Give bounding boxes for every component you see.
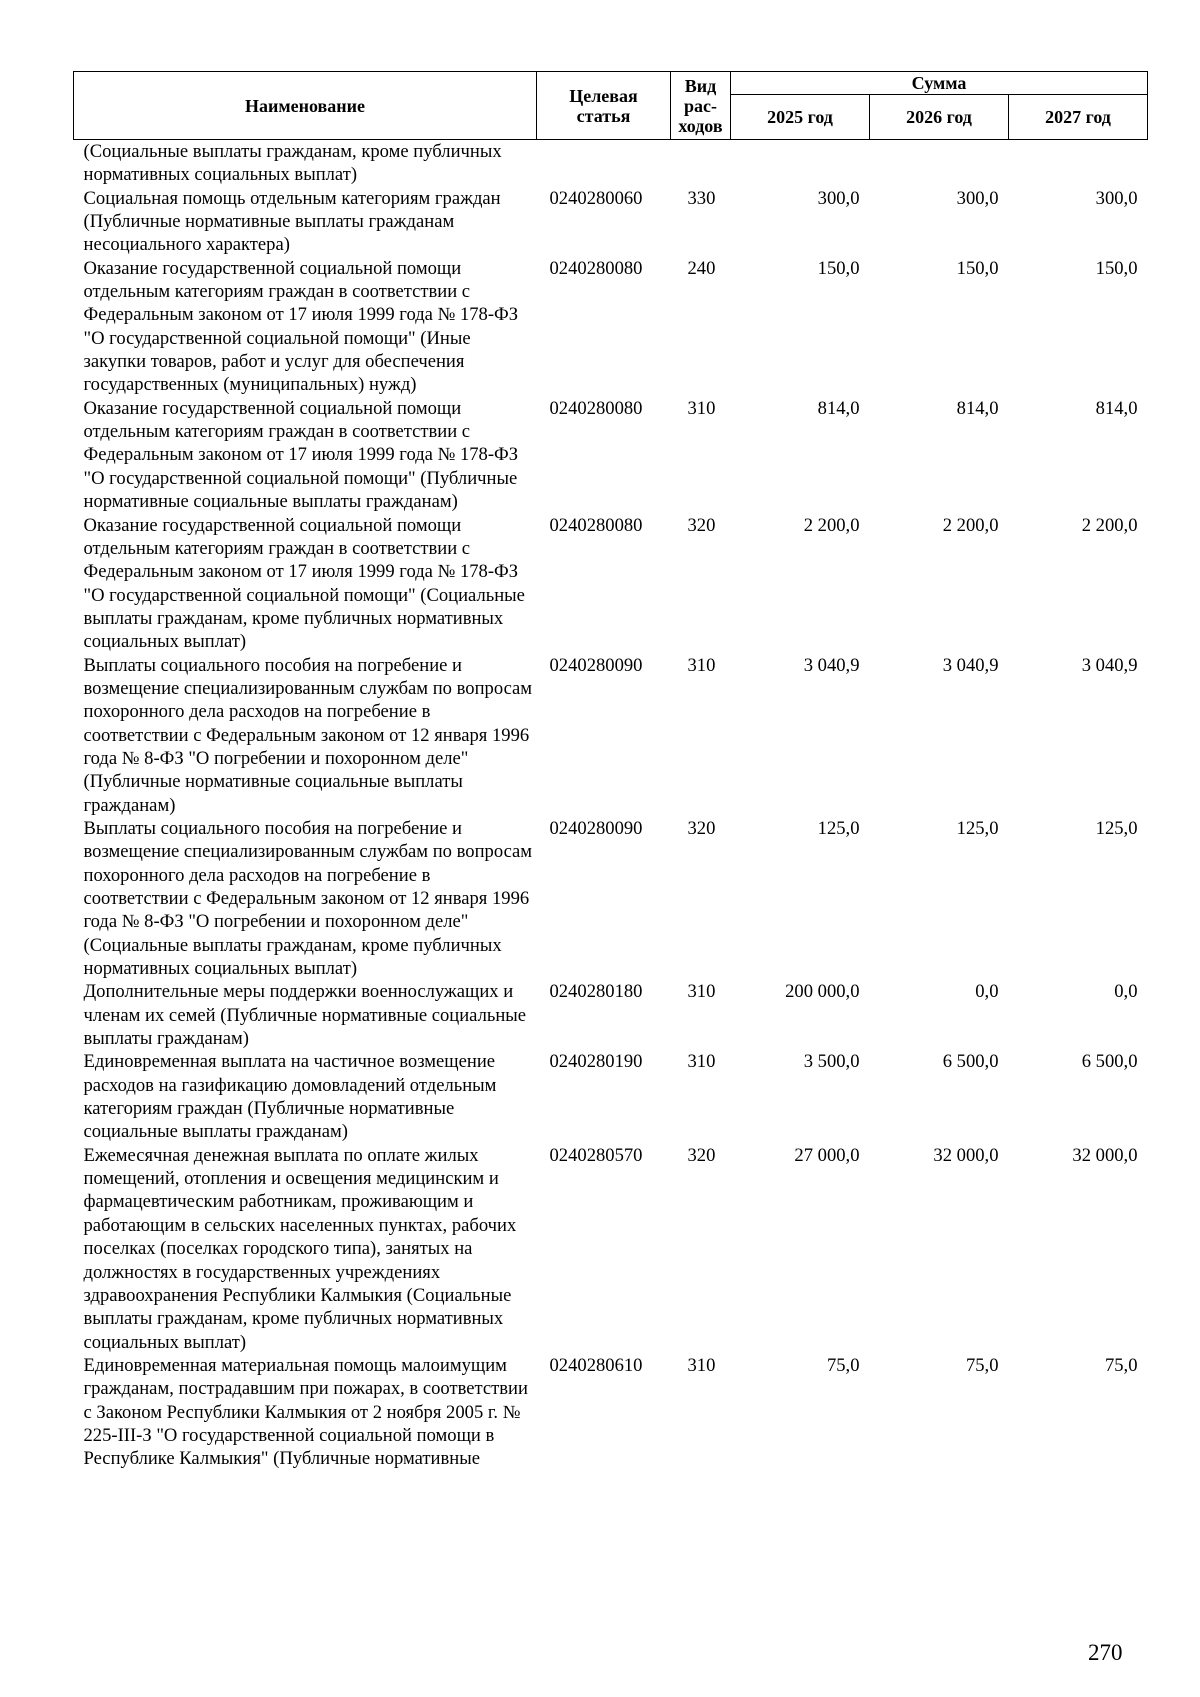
row-value-2027: 814,0 bbox=[1095, 397, 1138, 419]
row-name: Единовременная материальная помощь малоимущим гражданам, пострадавшим при пожарах, в соответствии с Законом Республики Калмыкия от 2 ноября 2005 г. № 225-III-З "О государственной социальной помощи в Республике Калмыкия" (Публичные нормативные bbox=[83, 1354, 528, 1470]
table-row bbox=[74, 514, 1148, 654]
header-year-2026: 2026 год bbox=[870, 95, 1009, 140]
table-row bbox=[74, 1144, 1148, 1354]
row-value-2026: 300,0 bbox=[956, 187, 999, 209]
row-name: Выплаты социального пособия на погребение и возмещение специализированным службам по вопросам похоронного дела расходов на погребение в соответствии с Федеральным законом от 12 января 1996 года № 8-ФЗ "О погребении и похоронном деле" (Социальные выплаты гражданам, кроме публичных нормативных социальных выплат) bbox=[83, 817, 533, 980]
row-code: 0240280190 bbox=[549, 1051, 643, 1073]
row-code: 0240280060 bbox=[549, 187, 643, 209]
row-code: 0240280180 bbox=[549, 981, 643, 1003]
row-value-2025: 125,0 bbox=[817, 817, 860, 839]
row-value-2025: 200 000,0 bbox=[785, 981, 860, 1003]
row-value-2025: 3 500,0 bbox=[803, 1051, 860, 1073]
row-kind: 320 bbox=[687, 514, 716, 536]
row-value-2027: 0,0 bbox=[1114, 981, 1138, 1003]
page-number: 270 bbox=[1088, 1640, 1123, 1665]
row-name: Социальная помощь отдельным категориям граждан (Публичные нормативные выплаты гражданам несоциального характера) bbox=[83, 187, 501, 256]
row-value-2025: 3 040,9 bbox=[803, 654, 860, 676]
row-name: Единовременная выплата на частичное возмещение расходов на газификацию домовладений отдельным категориям граждан (Публичные нормативные социальные выплаты гражданам) bbox=[83, 1051, 497, 1143]
table-row bbox=[74, 980, 1148, 1050]
row-value-2027: 150,0 bbox=[1095, 257, 1138, 279]
row-code: 0240280080 bbox=[549, 514, 643, 536]
table-body bbox=[74, 140, 1148, 1471]
row-value-2026: 0,0 bbox=[975, 981, 999, 1003]
row-value-2026 bbox=[870, 140, 1009, 187]
table-header bbox=[74, 72, 1148, 140]
table-row bbox=[74, 1354, 1148, 1471]
row-name: Ежемесячная денежная выплата по оплате жилых помещений, отопления и освещения медицинским и фармацевтическим работникам, проживающим и работающим в сельских населенных пунктах, рабочих поселках (поселках городского типа), занятых на должностях в государственных учреждениях здравоохранения Республики Калмыкия (Социальные выплаты гражданам, кроме публичных нормативных социальных выплат) bbox=[83, 1144, 517, 1353]
row-value-2025: 2 200,0 bbox=[803, 514, 860, 536]
header-sum: Сумма bbox=[731, 72, 1148, 95]
row-code: 0240280090 bbox=[549, 817, 643, 839]
row-value-2026: 32 000,0 bbox=[933, 1144, 999, 1166]
row-value-2027: 75,0 bbox=[1104, 1354, 1138, 1376]
row-kind: 330 bbox=[687, 187, 716, 209]
row-value-2025: 814,0 bbox=[817, 397, 860, 419]
row-code: 0240280570 bbox=[549, 1144, 643, 1166]
row-value-2026: 6 500,0 bbox=[942, 1051, 999, 1073]
row-value-2027: 125,0 bbox=[1095, 817, 1138, 839]
budget-table bbox=[73, 71, 1148, 1471]
row-value-2027: 300,0 bbox=[1095, 187, 1138, 209]
row-value-2025 bbox=[731, 140, 870, 187]
table-row bbox=[74, 817, 1148, 980]
row-code: 0240280090 bbox=[549, 654, 643, 676]
row-value-2027 bbox=[1009, 140, 1148, 187]
table-row bbox=[74, 397, 1148, 514]
header-year-2025: 2025 год bbox=[731, 95, 870, 140]
row-value-2027: 32 000,0 bbox=[1072, 1144, 1138, 1166]
row-name: Оказание государственной социальной помощи отдельным категориям граждан в соответствии с Федеральным законом от 17 июля 1999 года № 178-ФЗ "О государственной социальной помощи" (Социальные выплаты гражданам, кроме публичных нормативных социальных выплат) bbox=[83, 514, 525, 653]
row-kind bbox=[671, 140, 731, 187]
row-name: Выплаты социального пособия на погребение и возмещение специализированным службам по вопросам похоронного дела расходов на погребение в соответствии с Федеральным законом от 12 января 1996 года № 8-ФЗ "О погребении и похоронном деле" (Публичные нормативные социальные выплаты гражданам) bbox=[83, 654, 533, 816]
row-value-2025: 150,0 bbox=[817, 257, 860, 279]
row-kind: 320 bbox=[687, 1144, 716, 1166]
row-name: (Социальные выплаты гражданам, кроме публичных нормативных социальных выплат) bbox=[83, 141, 502, 186]
header-name: Наименование bbox=[74, 72, 537, 140]
row-value-2025: 300,0 bbox=[817, 187, 860, 209]
row-code: 0240280610 bbox=[549, 1354, 643, 1376]
row-code: 0240280080 bbox=[549, 397, 643, 419]
table-row bbox=[74, 257, 1148, 397]
row-name: Оказание государственной социальной помощи отдельным категориям граждан в соответствии с Федеральным законом от 17 июля 1999 года № 178-ФЗ "О государственной социальной помощи" (Публичные нормативные социальные выплаты гражданам) bbox=[83, 397, 519, 513]
row-value-2025: 75,0 bbox=[826, 1354, 860, 1376]
row-value-2026: 2 200,0 bbox=[942, 514, 999, 536]
header-target: Целевая статья bbox=[537, 72, 671, 140]
row-name: Оказание государственной социальной помощи отдельным категориям граждан в соответствии с Федеральным законом от 17 июля 1999 года № 178-ФЗ "О государственной социальной помощи" (Иные закупки товаров, работ и услуг для обеспечения государственных (муниципальных) нужд) bbox=[83, 257, 519, 396]
row-kind: 310 bbox=[687, 654, 716, 676]
budget-table-page bbox=[73, 71, 1147, 1471]
table-row bbox=[74, 187, 1148, 257]
row-code bbox=[537, 140, 671, 187]
row-value-2027: 2 200,0 bbox=[1081, 514, 1138, 536]
row-value-2027: 6 500,0 bbox=[1081, 1051, 1138, 1073]
table-row bbox=[74, 654, 1148, 817]
row-value-2026: 75,0 bbox=[965, 1354, 999, 1376]
row-kind: 310 bbox=[687, 397, 716, 419]
row-value-2025: 27 000,0 bbox=[794, 1144, 860, 1166]
row-value-2026: 125,0 bbox=[956, 817, 999, 839]
table-row bbox=[74, 140, 1148, 187]
row-kind: 320 bbox=[687, 817, 716, 839]
header-year-2027: 2027 год bbox=[1009, 95, 1148, 140]
row-name: Дополнительные меры поддержки военнослужащих и членам их семей (Публичные нормативные социальные выплаты гражданам) bbox=[83, 981, 527, 1050]
row-value-2027: 3 040,9 bbox=[1081, 654, 1138, 676]
row-code: 0240280080 bbox=[549, 257, 643, 279]
row-value-2026: 3 040,9 bbox=[942, 654, 999, 676]
row-value-2026: 150,0 bbox=[956, 257, 999, 279]
row-kind: 310 bbox=[687, 981, 716, 1003]
row-kind: 310 bbox=[687, 1051, 716, 1073]
table-row bbox=[74, 1050, 1148, 1143]
row-value-2026: 814,0 bbox=[956, 397, 999, 419]
row-kind: 240 bbox=[687, 257, 716, 279]
row-kind: 310 bbox=[687, 1354, 716, 1376]
header-kind: Вид рас-ходов bbox=[671, 72, 731, 140]
